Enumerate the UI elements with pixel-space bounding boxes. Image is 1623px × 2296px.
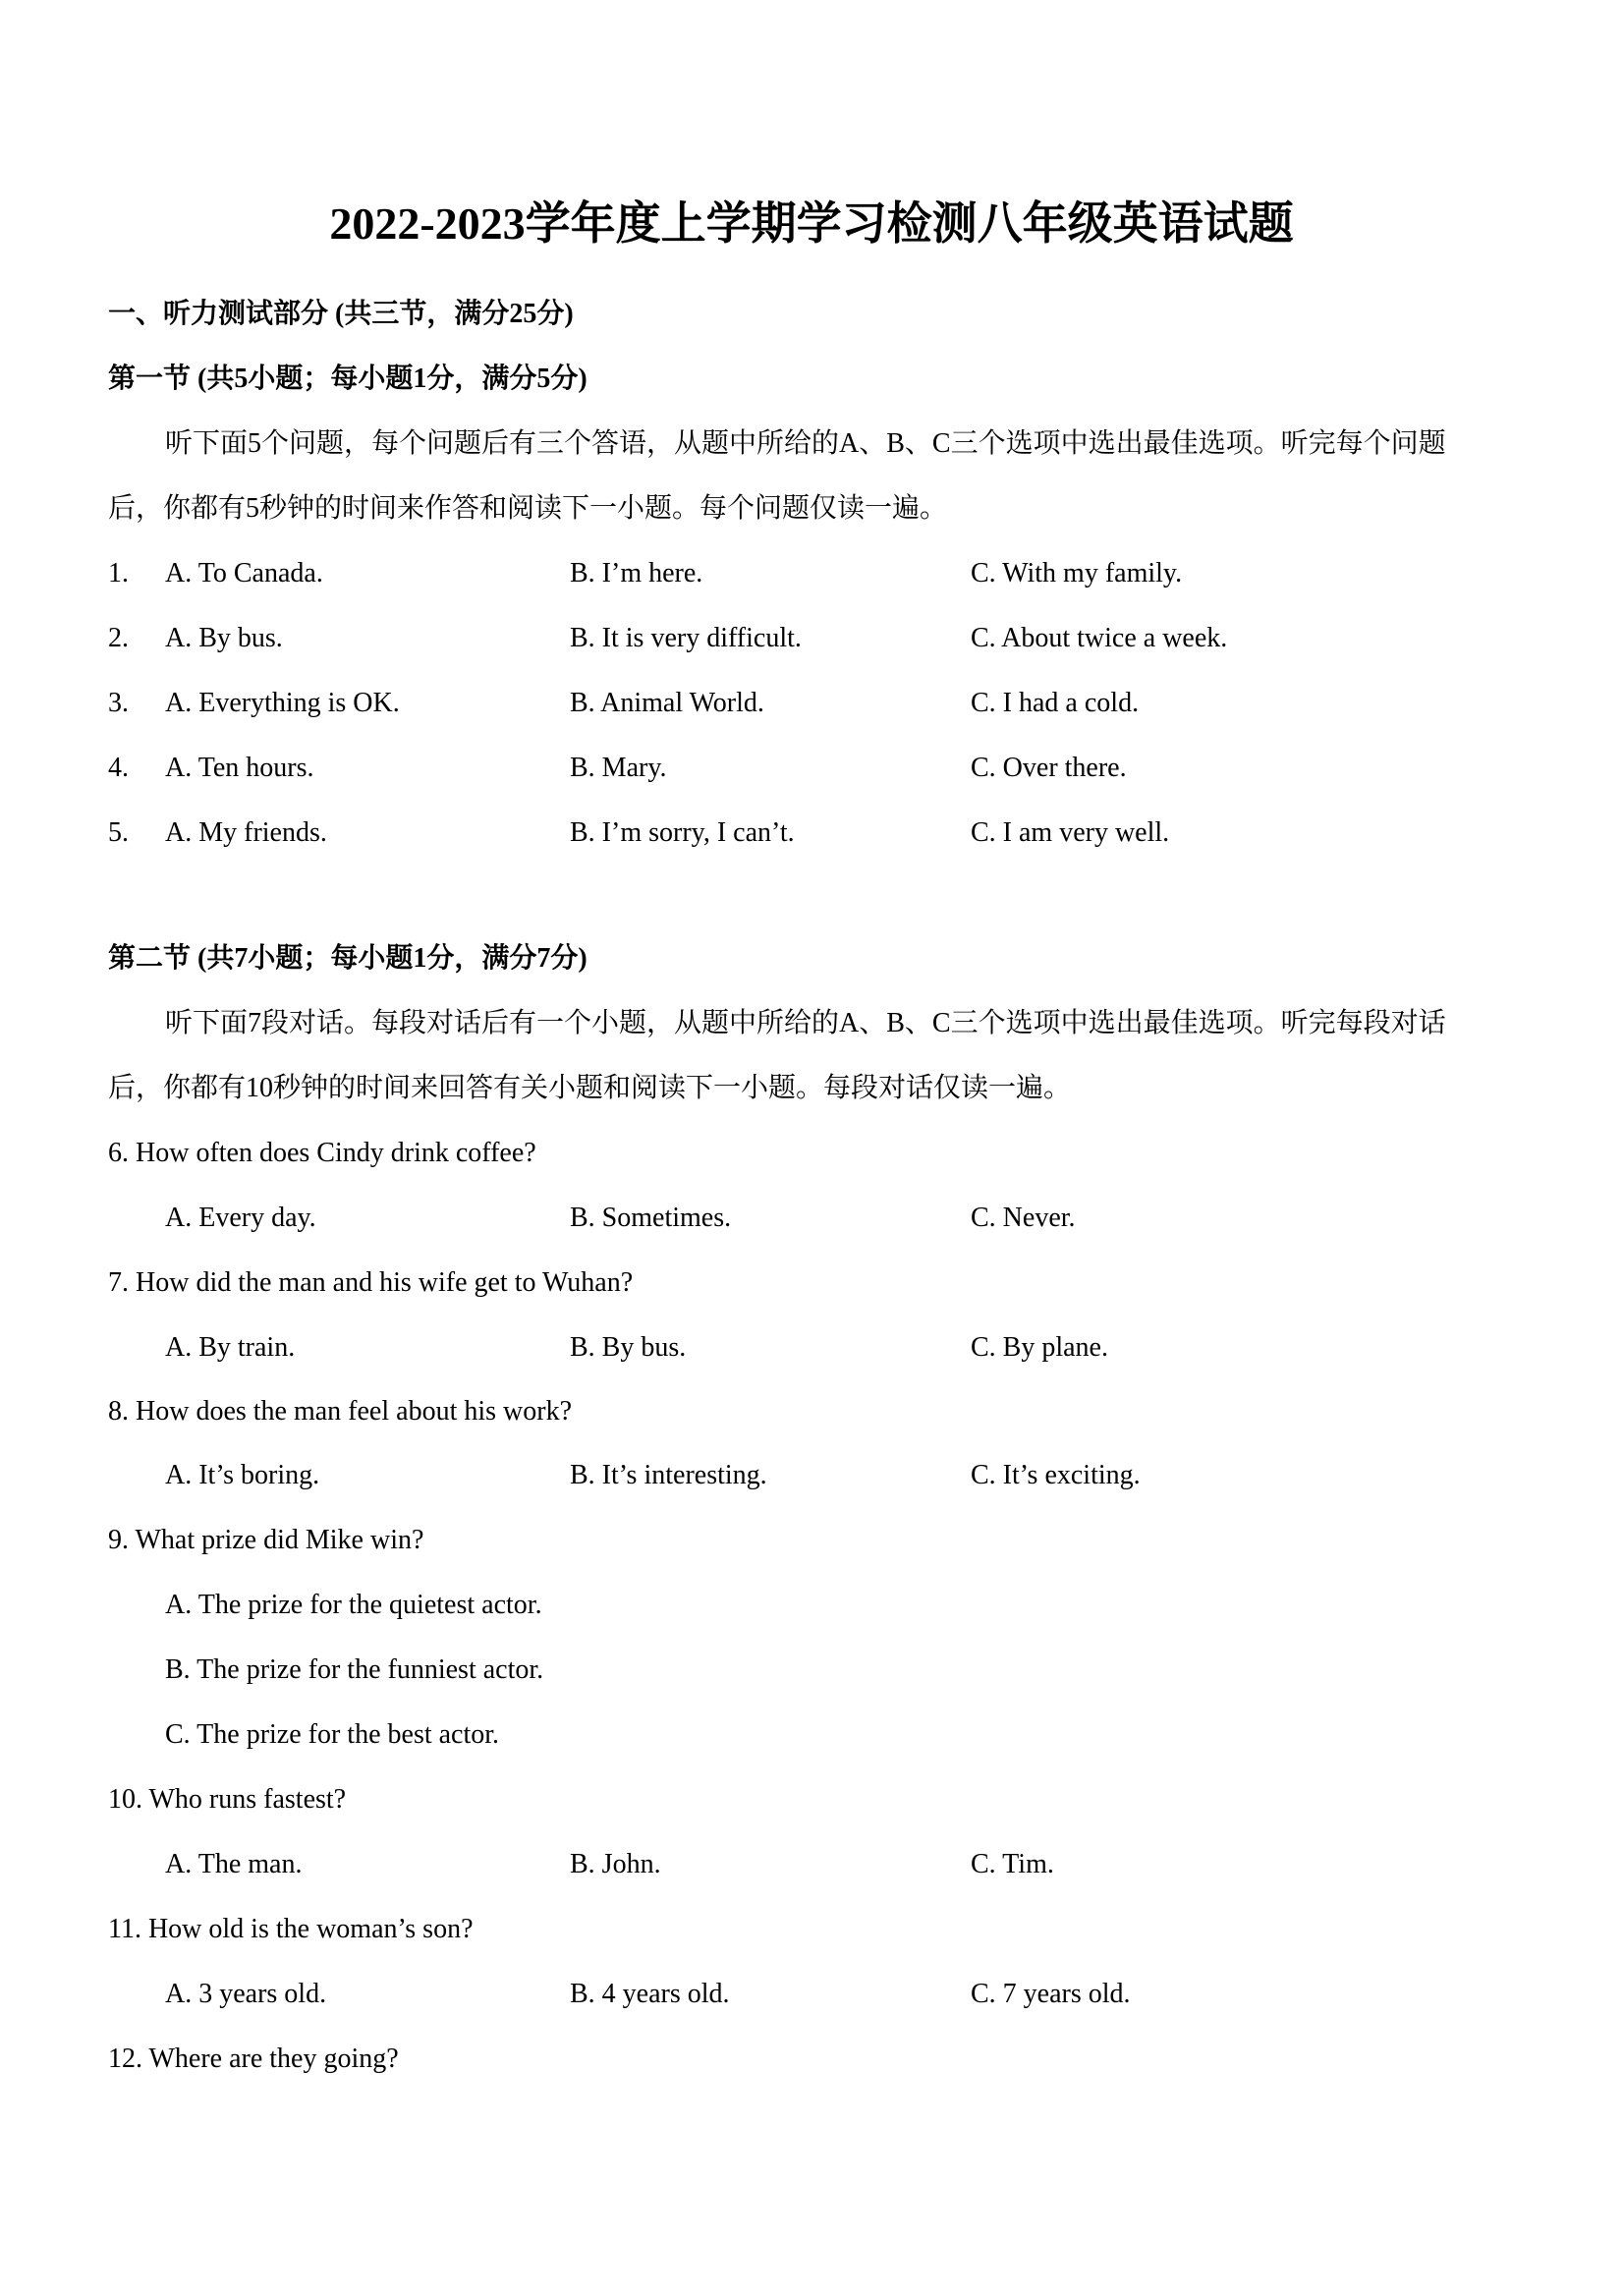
question-10: 10. Who runs fastest? — [108, 1784, 347, 1815]
question-12: 12. Where are they going? — [108, 2044, 399, 2074]
item-number: 2. — [108, 623, 129, 653]
q11-option-b: B. 4 years old. — [570, 1979, 730, 2009]
part1-heading: 一、听力测试部分 (共三节，满分25分) — [108, 299, 574, 329]
question-6: 6. How often does Cindy drink coffee? — [108, 1138, 536, 1168]
item-number: 1. — [108, 558, 129, 588]
option-c: C. I had a cold. — [971, 688, 1140, 718]
section2-instructions-line2: 后，你都有10秒钟的时间来回答有关小题和阅读下一小题。每段对话仅读一遍。 — [108, 1073, 1072, 1103]
option-c: C. I am very well. — [971, 817, 1170, 848]
section1-heading: 第一节 (共5小题；每小题1分，满分5分) — [108, 364, 588, 394]
q9-option-a: A. The prize for the quietest actor. — [165, 1590, 542, 1620]
exam-title: 2022-2023学年度上学期学习检测八年级英语试题 — [329, 198, 1294, 249]
item-number: 5. — [108, 817, 129, 848]
q7-option-a: A. By train. — [165, 1332, 296, 1363]
q6-option-b: B. Sometimes. — [570, 1203, 732, 1233]
section1-instructions-line1: 听下面5个问题，每个问题后有三个答语，从题中所给的A、B、C三个选项中选出最佳选项。听完每个问题 — [165, 428, 1446, 459]
question-9: 9. What prize did Mike win? — [108, 1525, 424, 1555]
option-b: B. I’m here. — [570, 558, 703, 588]
q10-option-a: A. The man. — [165, 1849, 303, 1879]
q8-option-a: A. It’s boring. — [165, 1460, 320, 1490]
question-7: 7. How did the man and his wife get to Wuhan? — [108, 1267, 634, 1298]
option-c: C. About twice a week. — [971, 623, 1228, 653]
section2-heading: 第二节 (共7小题；每小题1分，满分7分) — [108, 943, 588, 974]
q8-option-b: B. It’s interesting. — [570, 1460, 767, 1490]
q10-option-c: C. Tim. — [971, 1849, 1054, 1879]
option-a: A. Everything is OK. — [165, 688, 400, 718]
option-c: C. With my family. — [971, 558, 1183, 588]
option-a: A. By bus. — [165, 623, 283, 653]
option-b: B. Animal World. — [570, 688, 764, 718]
q7-option-c: C. By plane. — [971, 1332, 1108, 1363]
item-number: 4. — [108, 753, 129, 783]
question-8: 8. How does the man feel about his work? — [108, 1396, 572, 1427]
option-b: B. Mary. — [570, 753, 667, 783]
q7-option-b: B. By bus. — [570, 1332, 687, 1363]
option-c: C. Over there. — [971, 753, 1127, 783]
option-a: A. My friends. — [165, 817, 327, 848]
q6-option-a: A. Every day. — [165, 1203, 316, 1233]
q9-option-b: B. The prize for the funniest actor. — [165, 1654, 544, 1685]
q8-option-c: C. It’s exciting. — [971, 1460, 1141, 1490]
q9-option-c: C. The prize for the best actor. — [165, 1719, 500, 1750]
q11-option-c: C. 7 years old. — [971, 1979, 1131, 2009]
option-a: A. To Canada. — [165, 558, 323, 588]
item-number: 3. — [108, 688, 129, 718]
q6-option-c: C. Never. — [971, 1203, 1076, 1233]
option-a: A. Ten hours. — [165, 753, 314, 783]
option-b: B. I’m sorry, I can’t. — [570, 817, 795, 848]
section1-instructions-line2: 后，你都有5秒钟的时间来作答和阅读下一小题。每个问题仅读一遍。 — [108, 493, 948, 524]
q10-option-b: B. John. — [570, 1849, 661, 1879]
option-b: B. It is very difficult. — [570, 623, 802, 653]
q11-option-a: A. 3 years old. — [165, 1979, 327, 2009]
section2-instructions-line1: 听下面7段对话。每段对话后有一个小题，从题中所给的A、B、C三个选项中选出最佳选项。听完每段对话 — [165, 1008, 1446, 1038]
question-11: 11. How old is the woman’s son? — [108, 1914, 474, 1944]
